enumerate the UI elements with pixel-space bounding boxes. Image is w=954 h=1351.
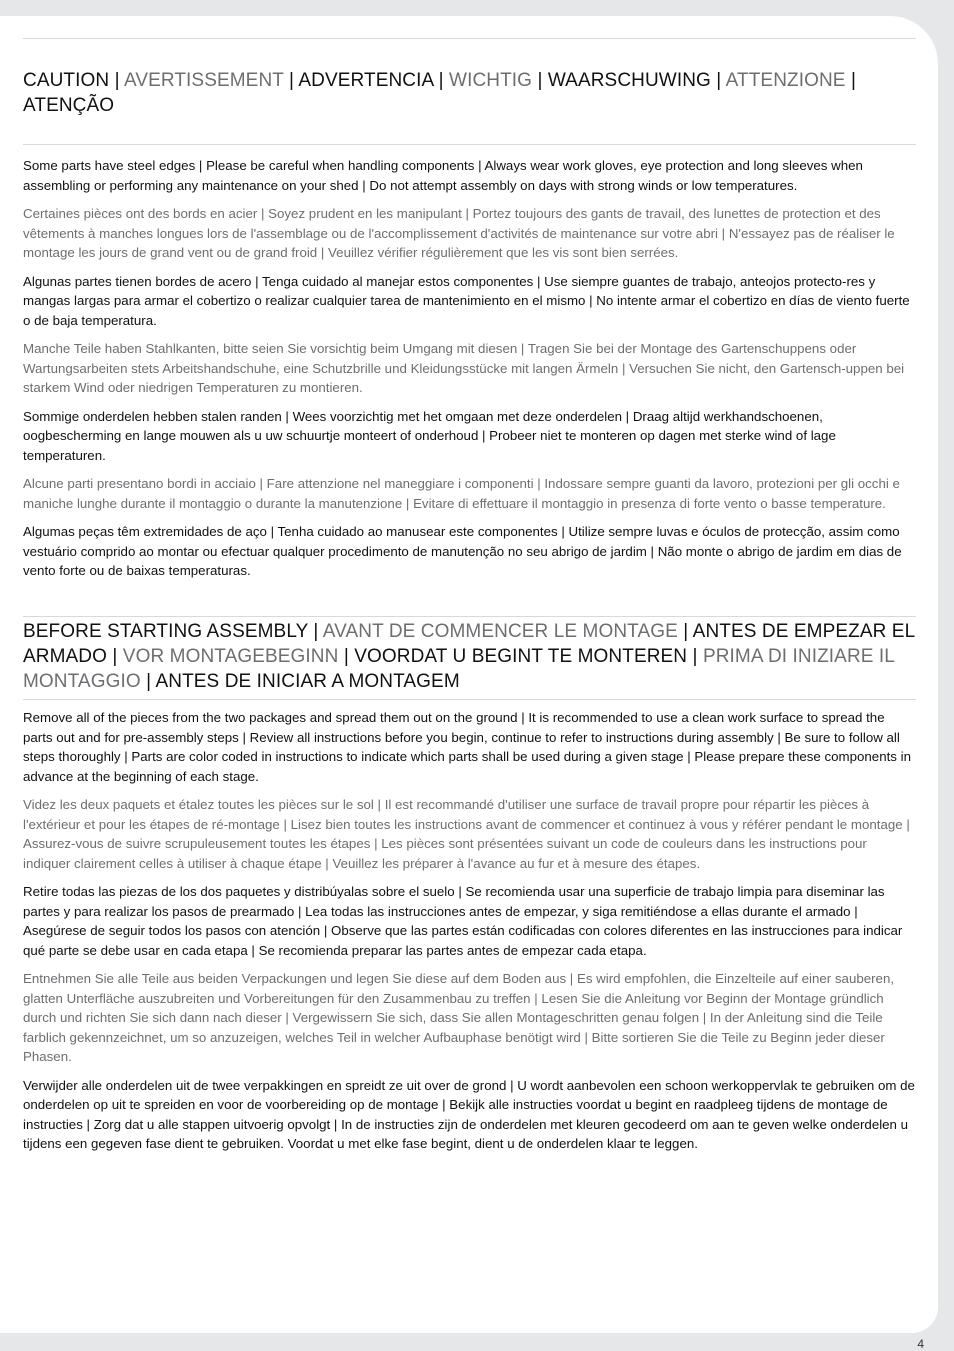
heading-language-label: ATTENZIONE: [725, 70, 846, 91]
heading-language-label: VOORDAT U BEGINT TE MONTEREN: [354, 646, 688, 667]
top-divider: [23, 38, 916, 39]
caution-divider: [23, 144, 916, 145]
heading-language-label: ATENÇÃO: [23, 95, 115, 116]
heading-separator: |: [338, 646, 355, 667]
caution-paragraphs: [23, 156, 916, 581]
heading-language-label: CAUTION: [23, 70, 110, 91]
before-top-divider: [23, 616, 916, 617]
heading-language-label: BEFORE STARTING ASSEMBLY: [23, 621, 309, 642]
heading-separator: |: [845, 70, 857, 91]
heading-separator: |: [677, 621, 693, 642]
heading-separator: |: [109, 70, 124, 91]
heading-language-label: AVERTISSEMENT: [123, 70, 284, 91]
instruction-paragraph: Videz les deux paquets et étalez toutes les pièces sur le sol | Il est recommandé d'utiliser une surface de travail propre pour répartir les pièces à l'extérieur et pour les étapes de ré-montage | Lisez bien toutes les instructions avant de commencer et continuez à vous y référer pendant le montage | Assurez-vous de suivre scrupuleusement toutes les étapes | Les pièces sont présentées suivant un code de couleurs dans les instructions pour indiquer clairement celles à utiliser à chaque étape | Veuillez les préparer à l'avance au fur et à mesure des étapes.: [23, 797, 910, 871]
heading-language-label: ANTES DE INICIAR A MONTAGEM: [155, 671, 460, 692]
heading-separator: |: [532, 70, 548, 91]
heading-language-label: ANTES DE EMPEZAR EL ARMADO: [23, 621, 915, 667]
before-heading: [23, 619, 916, 694]
heading-language-label: ADVERTENCIA: [298, 70, 434, 91]
heading-separator: |: [140, 671, 156, 692]
heading-language-label: WAARSCHUWING: [547, 70, 711, 91]
before-section: [23, 619, 916, 1163]
instruction-paragraph: Alcune parti presentano bordi in acciaio | Fare attenzione nel maneggiare i componenti | Indossare sempre guanti da lavoro, protezioni per gli occhi e maniche lunghe durante il montaggio o durante la manutenzione | Evitare di effettuare il montaggio in presenza di forte vento o basse temperature.: [23, 476, 900, 511]
instruction-paragraph: Manche Teile haben Stahlkanten, bitte seien Sie vorsichtig beim Umgang mit diesen | Tragen Sie bei der Montage des Gartenschuppens oder Wartungsarbeiten stets Arbeitshandschuhe, eine Schutzbrille und Kleidungsstücke mit langen Ärmeln | Versuchen Sie nicht, den Gartensch-uppen bei starkem Wind oder niedrigen Temperaturen zu montieren.: [23, 341, 905, 395]
heading-language-label: AVANT DE COMMENCER LE MONTAGE: [322, 621, 678, 642]
instruction-paragraph: Entnehmen Sie alle Teile aus beiden Verpackungen und legen Sie diese auf dem Boden aus | Es wird empfohlen, die Einzelteile auf einer sauberen, glatten Unterfläche auszubreiten und Vorbereitungen für den Zusammenbau zu treffen | Lesen Sie die Anleitung vor Beginn der Montage gründlich durch und richten Sie sich dann nach dieser | Vergewissern Sie sich, dass Sie allen Montageschritten genau folgen | In der Anleitung sind die Teile farblich gekennzeichnet, um so anzuzeigen, welches Teil in welcher Aufbauphase benötigt wird | Bitte sortieren Sie die Teile zu Beginn jeder dieser Phasen.: [23, 971, 895, 1064]
heading-separator: |: [687, 646, 703, 667]
heading-separator: |: [283, 70, 299, 91]
instruction-paragraph: Algunas partes tienen bordes de acero | Tenga cuidado al manejar estos componentes | Use siempre guantes de trabajo, anteojos protecto-res y mangas largas para armar el cobertizo o realizar cualquier tarea de mantenimiento en el mismo | No intente armar el cobertizo en días de viento fuerte o de baja temperatura.: [23, 273, 910, 328]
heading-separator: |: [710, 70, 726, 91]
page-number: 4: [917, 1337, 924, 1351]
caution-heading: [23, 68, 916, 118]
heading-separator: |: [433, 70, 450, 91]
heading-separator: |: [107, 646, 123, 667]
instruction-paragraph: Some parts have steel edges | Please be careful when handling components | Always wear work gloves, eye protection and long sleeves when assembling or performing any maintenance on your shed | Do not attempt assembly on days with strong winds or low temperatures.: [23, 158, 863, 193]
instruction-paragraph: Sommige onderdelen hebben stalen randen | Wees voorzichtig met het omgaan met deze onderdelen | Draag altijd werkhandschoenen, oogbescherming en lange mouwen als u uw schuurtje monteert of onderhoud | Probeer niet te monteren op dagen met sterke wind of lage temperaturen.: [23, 408, 836, 463]
instruction-paragraph: Certaines pièces ont des bords en acier | Soyez prudent en les manipulant | Portez toujours des gants de travail, des lunettes de protection et des vêtements à manches longues lors de l'assemblage ou de l'accomplissement d'activités de maintenance sur votre abri | N'essayez pas de réaliser le montage les jours de grand vent ou de grand froid | Veuillez vérifier régulièrement que les vis sont bien serrées.: [23, 206, 895, 260]
instruction-paragraph: Algumas peças têm extremidades de aço | Tenha cuidado ao manusear este componentes | Utilize sempre luvas e óculos de protecção, assim como vestuário comprido ao montar ou efectuar qualquer procedimento de manutenção no seu abrigo de jardim | Não monte o abrigo de jardim em dias de vento forte ou de baixas temperaturas.: [23, 524, 902, 578]
before-divider: [23, 699, 916, 700]
before-paragraphs: [23, 708, 916, 1154]
instruction-paragraph: Retire todas las piezas de los dos paquetes y distribúyalas sobre el suelo | Se recomienda usar una superficie de trabajo limpia para diseminar las partes y para realizar los pasos de prearmado | Lea todas las instrucciones antes de empezar, y siga remitiéndose a ellas durante el armado | Asegúrese de seguir todos los pasos con atención | Observe que las partes están codificadas con colores diferentes en las instrucciones para indicar qué parte se debe usar en cada etapa | Se recomienda preparar las partes antes de empezar cada etapa.: [23, 884, 903, 958]
heading-language-label: PRIMA DI INIZIARE IL MONTAGGIO: [23, 646, 895, 692]
heading-language-label: WICHTIG: [449, 70, 533, 91]
heading-language-label: VOR MONTAGEBEGINN: [122, 646, 339, 667]
heading-separator: |: [308, 621, 323, 642]
instruction-paragraph: Verwijder alle onderdelen uit de twee verpakkingen en spreidt ze uit over de grond | U wordt aanbevolen een schoon werkoppervlak te gebruiken om de onderdelen op uit te spreiden en voor de voorbereiding op de montage | Bekijk alle instructies voordat u begint en raadpleeg tijdens de montage de instructies | Zorg dat u alle stappen uitvoerig opvolgt | In de instructies zijn de onderdelen met kleuren gecodeerd om aan te geven welke onderdelen u tijdens een gegeven fase dient te gebruiken. Voordat u met elke fase begint, dient u de onderdelen klaar te leggen.: [23, 1077, 915, 1151]
caution-section: [23, 68, 916, 590]
document-page: [0, 16, 938, 1351]
instruction-paragraph: Remove all of the pieces from the two packages and spread them out on the ground | It is recommended to use a clean work surface to spread the parts out and for pre-assembly steps | Review all instructions before you begin, continue to refer to instructions during assembly | Be sure to follow all steps thoroughly | Parts are color coded in instructions to indicate which parts shall be used during a given stage | Please prepare these components in advance at the beginning of each stage.: [23, 710, 911, 784]
